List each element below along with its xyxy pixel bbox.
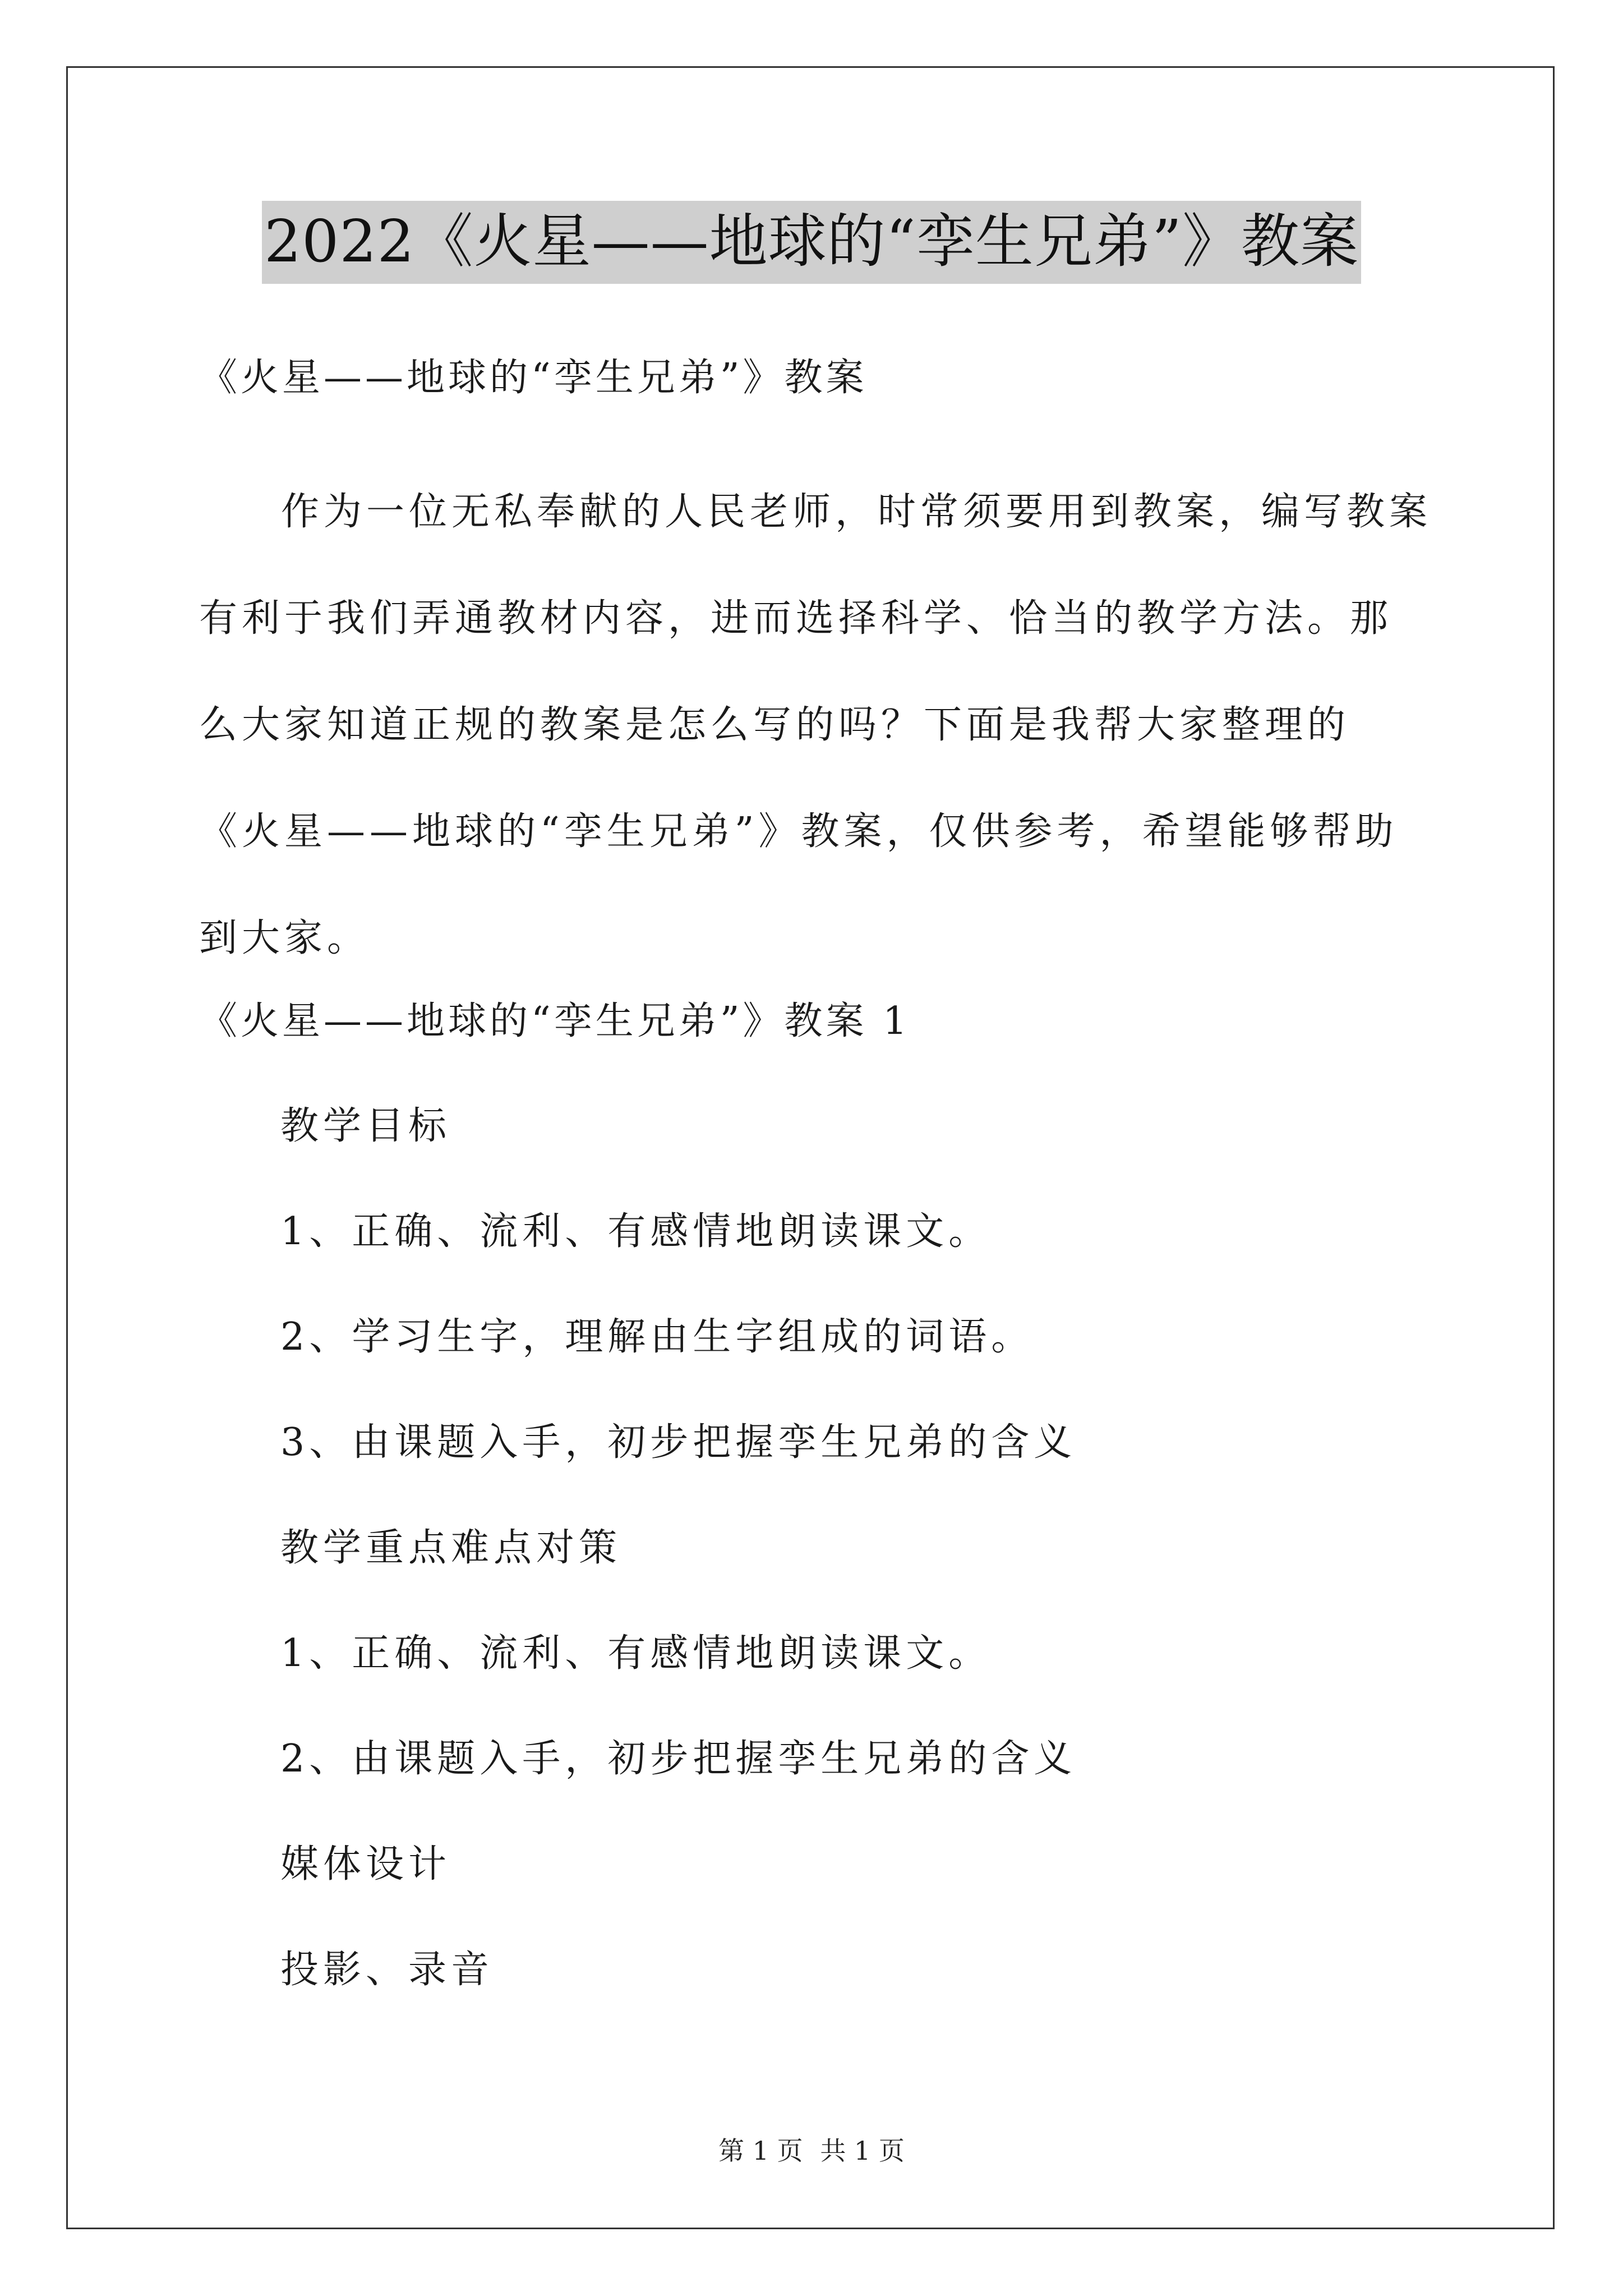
title-container [0, 201, 1623, 284]
key-points-heading: 教学重点难点对策 [280, 1526, 622, 1570]
goal-item-2: 2、学习生字，理解由生字组成的词语。 [280, 1315, 1034, 1359]
key-point-item-2: 2、由课题入手，初步把握孪生兄弟的含义 [280, 1737, 1077, 1781]
page-footer [0, 2131, 1623, 2168]
section-heading: 《火星——地球的“孪生兄弟”》教案 1 [199, 999, 911, 1043]
goals-heading: 教学目标 [280, 1104, 451, 1148]
media-heading: 媒体设计 [280, 1842, 451, 1887]
document-title: 2022《火星——地球的“孪生兄弟”》教案 [262, 201, 1361, 284]
media-content: 投影、录音 [280, 1948, 494, 1992]
page-total: 共 1 页 [820, 2136, 905, 2166]
intro-paragraph: 作为一位无私奉献的人民老师，时常须要用到教案，编写教案有利于我们弄通教材内容，进而选择科学、恰当的教学方法。那么大家知道正规的教案是怎么写的吗？下面是我帮大家整理的《火星——地球的“孪生兄弟”》教案，仅供参考，希望能够帮助到大家。 [199, 490, 1432, 960]
key-point-item-1: 1、正确、流利、有感情地朗读课文。 [280, 1631, 992, 1676]
page-number: 第 1 页 [718, 2136, 803, 2166]
goal-item-3: 3、由课题入手，初步把握孪生兄弟的含义 [280, 1420, 1077, 1465]
goal-item-1: 1、正确、流利、有感情地朗读课文。 [280, 1209, 992, 1254]
document-subtitle: 《火星——地球的“孪生兄弟”》教案 [199, 356, 868, 400]
